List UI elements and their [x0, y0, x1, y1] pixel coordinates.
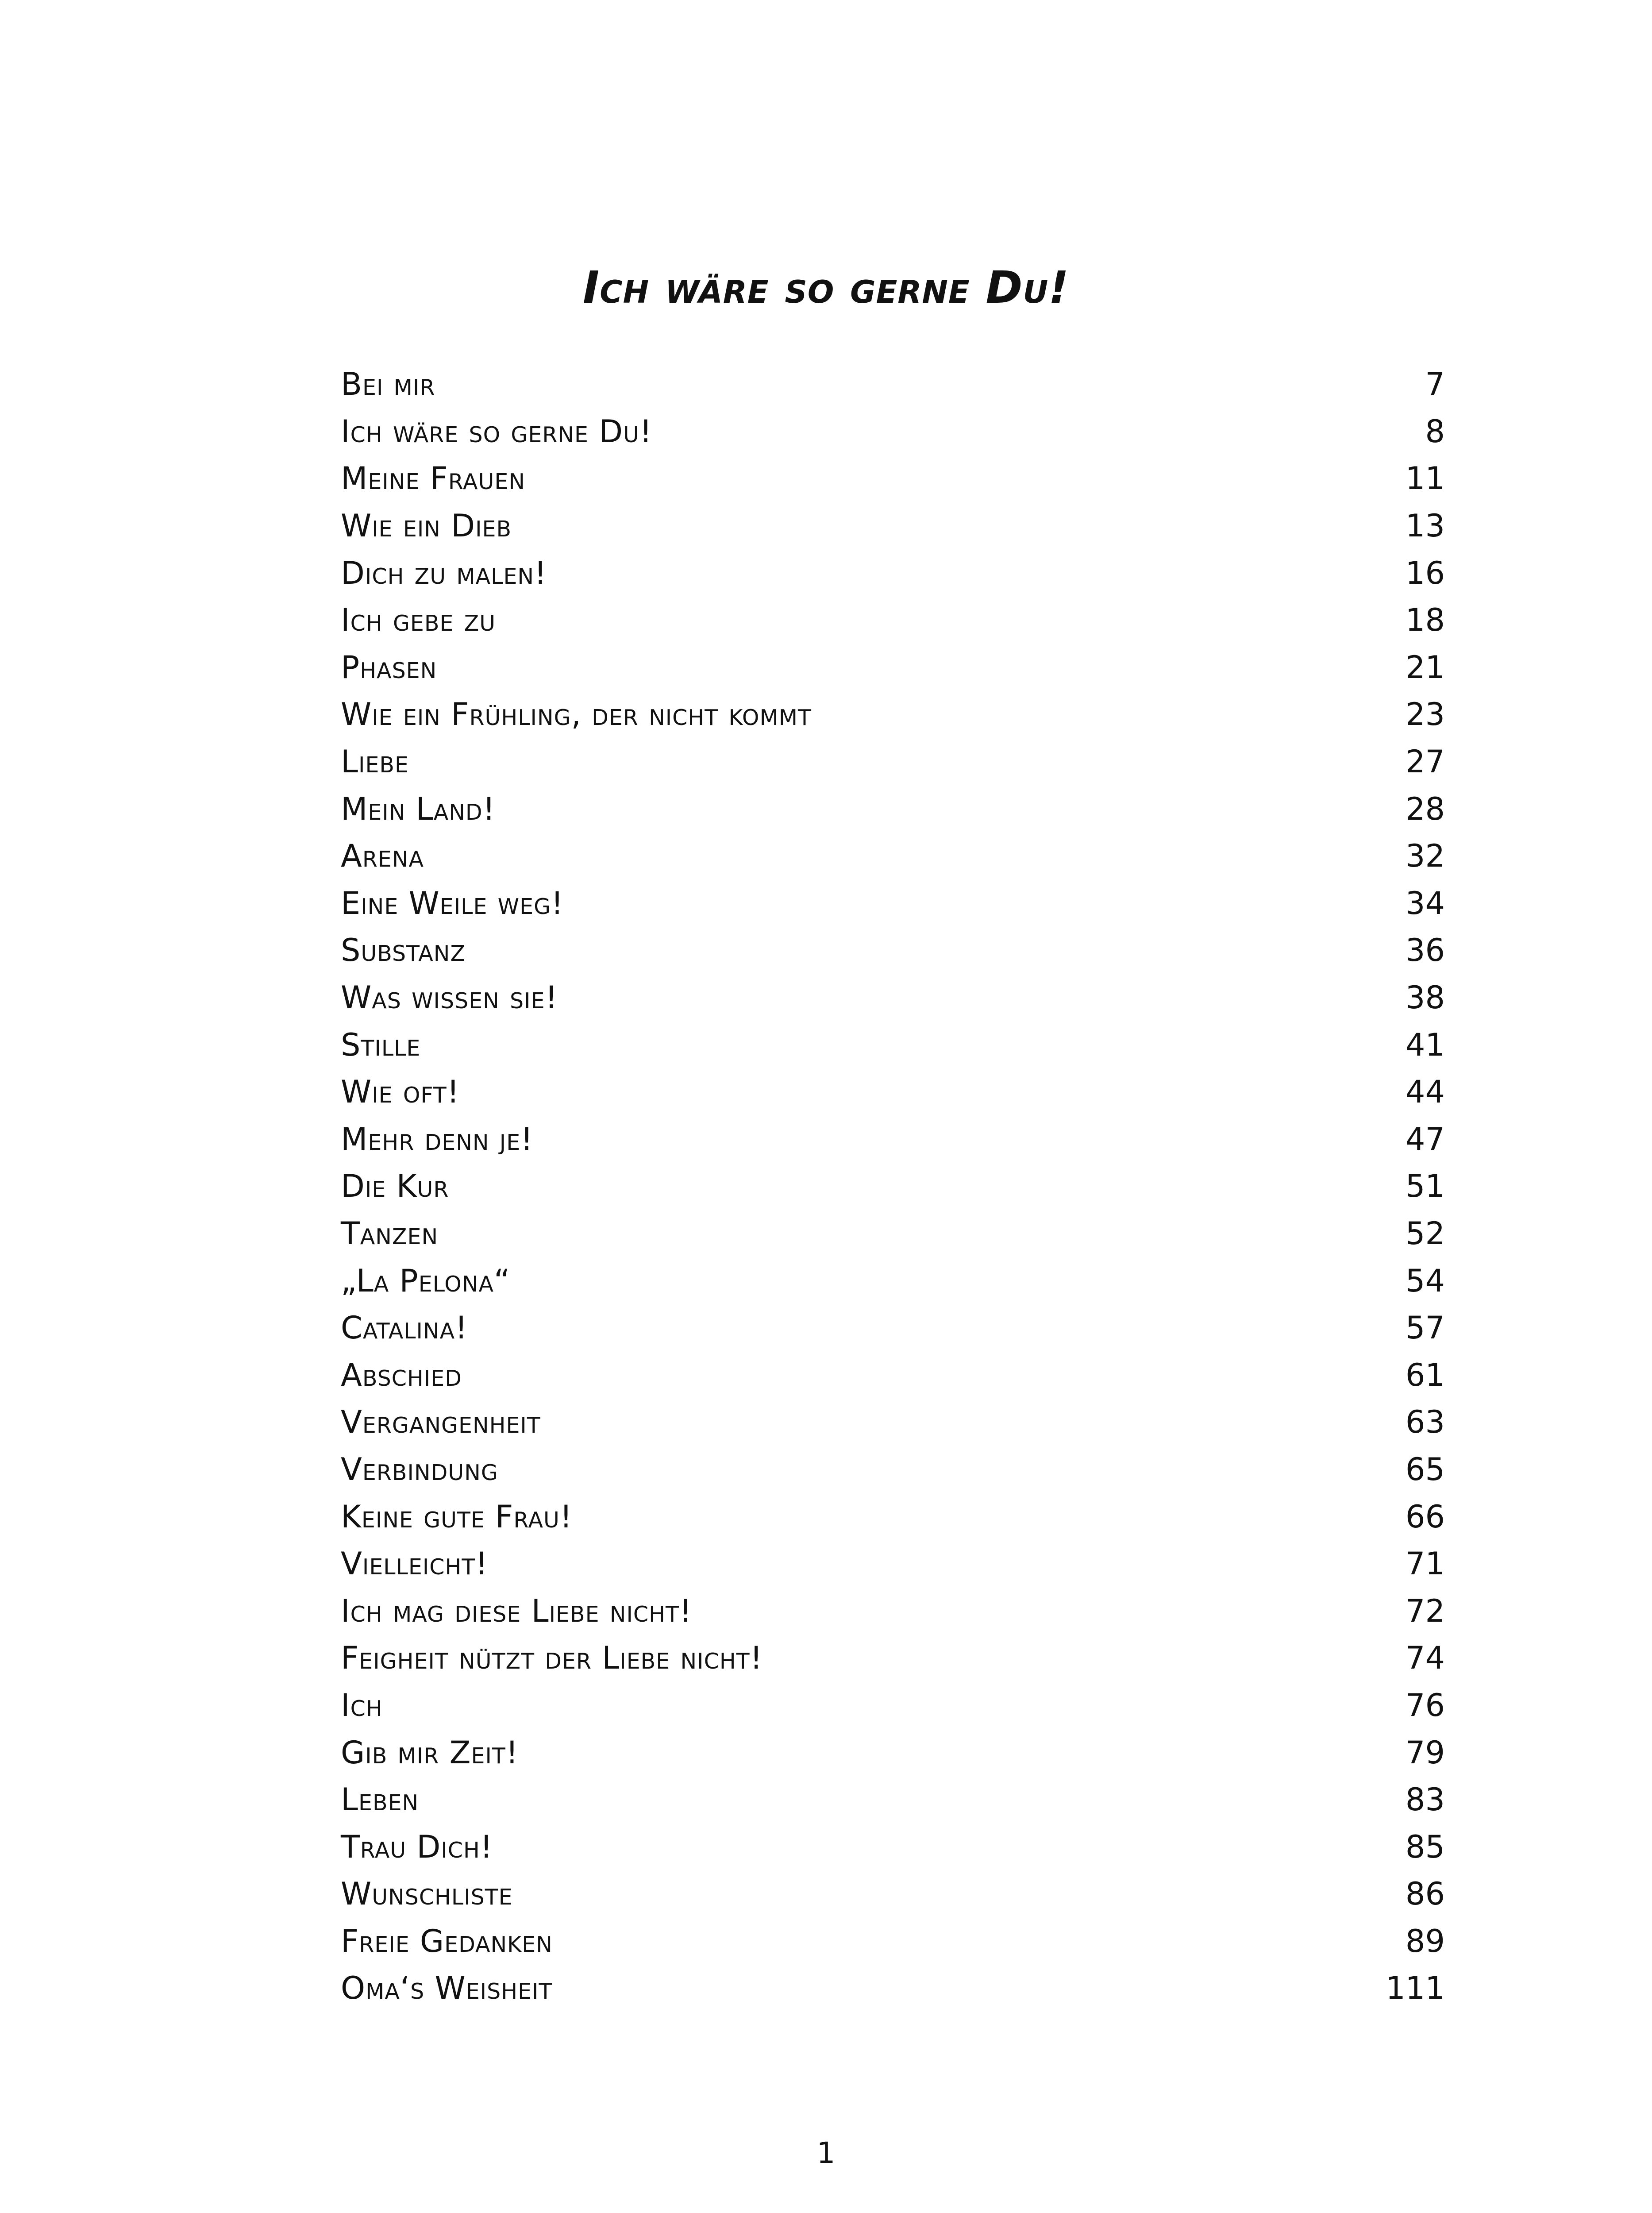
toc-entry-title: Bei mir — [341, 366, 435, 403]
toc-entry-page: 61 — [1405, 1357, 1445, 1393]
toc-entry-page: 66 — [1405, 1498, 1445, 1535]
toc-entry-title: Arena — [341, 838, 424, 875]
toc-entry-title: Keine gute Frau! — [341, 1498, 573, 1535]
toc-entry-page: 86 — [1405, 1876, 1445, 1912]
toc-entry-page: 8 — [1425, 413, 1445, 450]
toc-entry-title: Wie oft! — [341, 1074, 460, 1110]
toc-entry — [341, 1870, 1445, 1918]
toc-entry — [341, 597, 1445, 644]
toc-entry-page: 54 — [1405, 1262, 1445, 1299]
toc-entry — [341, 1918, 1445, 1965]
toc-entry-page: 21 — [1405, 649, 1445, 686]
toc-entry — [341, 1304, 1445, 1352]
toc-entry-title: Ich mag diese Liebe nicht! — [341, 1592, 692, 1629]
toc-entry-title: Leben — [341, 1781, 419, 1818]
toc-entry — [341, 1116, 1445, 1163]
toc-entry-title: Vielleicht! — [341, 1546, 489, 1582]
toc-entry — [341, 1163, 1445, 1210]
toc-entry-title: Die Kur — [341, 1168, 449, 1205]
toc-entry-page: 51 — [1405, 1168, 1445, 1205]
toc-entry-page: 111 — [1386, 1970, 1445, 2007]
toc-entry-title: „La Pelona“ — [341, 1262, 511, 1299]
toc-entry-page: 41 — [1405, 1026, 1445, 1063]
toc-entry-title: Liebe — [341, 744, 409, 780]
toc-entry-title: Mehr denn je! — [341, 1121, 534, 1157]
toc-entry-page: 32 — [1405, 838, 1445, 875]
toc-entry-title: Trau Dich! — [341, 1828, 493, 1865]
toc-entry — [341, 1399, 1445, 1446]
toc-entry-page: 13 — [1405, 508, 1445, 544]
toc-entry-page: 7 — [1425, 366, 1445, 403]
toc-entry-title: Substanz — [341, 932, 466, 969]
toc-entry — [341, 974, 1445, 1022]
toc-entry — [341, 1540, 1445, 1588]
toc-entry — [341, 644, 1445, 691]
toc-entry-title: Eine Weile weg! — [341, 885, 564, 921]
toc-entry-page: 47 — [1405, 1121, 1445, 1157]
toc-entry-page: 74 — [1405, 1640, 1445, 1677]
toc-entry — [341, 1446, 1445, 1493]
toc-entry — [341, 408, 1445, 455]
toc-entry — [341, 1257, 1445, 1304]
toc-entry-page: 89 — [1405, 1923, 1445, 1959]
toc-entry-page: 83 — [1405, 1781, 1445, 1818]
toc-entry-page: 44 — [1405, 1074, 1445, 1110]
toc-entry-page: 16 — [1405, 555, 1445, 591]
toc-entry-title: Was wissen sie! — [341, 979, 558, 1016]
toc-entry-page: 28 — [1405, 790, 1445, 827]
toc-entry-title: Feigheit nützt der Liebe nicht! — [341, 1640, 763, 1677]
toc-entry-page: 38 — [1405, 979, 1445, 1016]
toc-entry-title: Catalina! — [341, 1310, 468, 1346]
toc-entry — [341, 1729, 1445, 1776]
toc-entry — [341, 1776, 1445, 1824]
toc-entry-page: 85 — [1405, 1828, 1445, 1865]
toc-entry-title: Wie ein Frühling, der nicht kommt — [341, 696, 812, 733]
toc-entry-page: 52 — [1405, 1215, 1445, 1252]
toc-entry — [341, 549, 1445, 597]
page-number: 1 — [816, 2136, 836, 2170]
toc-entry-title: Freie Gedanken — [341, 1923, 553, 1959]
toc-entry-page: 36 — [1405, 932, 1445, 969]
toc-entry-page: 18 — [1405, 602, 1445, 639]
toc-entry-page: 23 — [1405, 696, 1445, 733]
toc-entry-title: Ich gebe zu — [341, 602, 496, 639]
toc-entry-title: Stille — [341, 1026, 421, 1063]
toc-entry — [341, 1965, 1445, 2012]
toc-entry-page: 72 — [1405, 1592, 1445, 1629]
toc-entry — [341, 361, 1445, 408]
toc-entry — [341, 927, 1445, 974]
toc-entry-page: 34 — [1405, 885, 1445, 921]
toc-entry-page: 76 — [1405, 1687, 1445, 1723]
toc-entry-page: 27 — [1405, 744, 1445, 780]
toc-entry-title: Phasen — [341, 649, 437, 686]
toc-entry — [341, 833, 1445, 880]
toc-entry-title: Wie ein Dieb — [341, 508, 512, 544]
toc-entry — [341, 1587, 1445, 1635]
toc-entry-title: Gib mir Zeit! — [341, 1734, 519, 1771]
page-title: Ich wäre so gerne Du! — [583, 262, 1069, 313]
toc-entry — [341, 1682, 1445, 1729]
toc-entry-page: 57 — [1405, 1310, 1445, 1346]
toc-entry — [341, 880, 1445, 927]
toc-entry-title: Abschied — [341, 1357, 462, 1393]
toc-entry-title: Mein Land! — [341, 790, 496, 827]
toc-entry-title: Vergangenheit — [341, 1404, 541, 1441]
toc-entry — [341, 502, 1445, 550]
toc-entry — [341, 455, 1445, 502]
toc-entry-page: 11 — [1405, 460, 1445, 497]
toc-entry-title: Tanzen — [341, 1215, 439, 1252]
toc-entry-title: Ich — [341, 1687, 383, 1723]
toc-entry-page: 63 — [1405, 1404, 1445, 1441]
table-of-contents — [341, 361, 1445, 2012]
toc-entry-title: Oma‘s Weisheit — [341, 1970, 553, 2007]
toc-entry — [341, 1493, 1445, 1540]
toc-entry-title: Verbindung — [341, 1451, 498, 1488]
toc-entry-title: Meine Frauen — [341, 460, 525, 497]
toc-entry — [341, 1021, 1445, 1068]
toc-entry — [341, 738, 1445, 786]
toc-entry-page: 71 — [1405, 1546, 1445, 1582]
toc-entry — [341, 1823, 1445, 1870]
toc-entry-title: Ich wäre so gerne Du! — [341, 413, 653, 450]
toc-entry-page: 65 — [1405, 1451, 1445, 1488]
toc-entry — [341, 691, 1445, 738]
toc-entry-title: Dich zu malen! — [341, 555, 547, 591]
toc-entry — [341, 1635, 1445, 1682]
toc-entry — [341, 785, 1445, 833]
toc-entry-title: Wunschliste — [341, 1876, 513, 1912]
toc-entry — [341, 1351, 1445, 1399]
toc-entry-page: 79 — [1405, 1734, 1445, 1771]
toc-entry — [341, 1210, 1445, 1257]
toc-entry — [341, 1068, 1445, 1116]
